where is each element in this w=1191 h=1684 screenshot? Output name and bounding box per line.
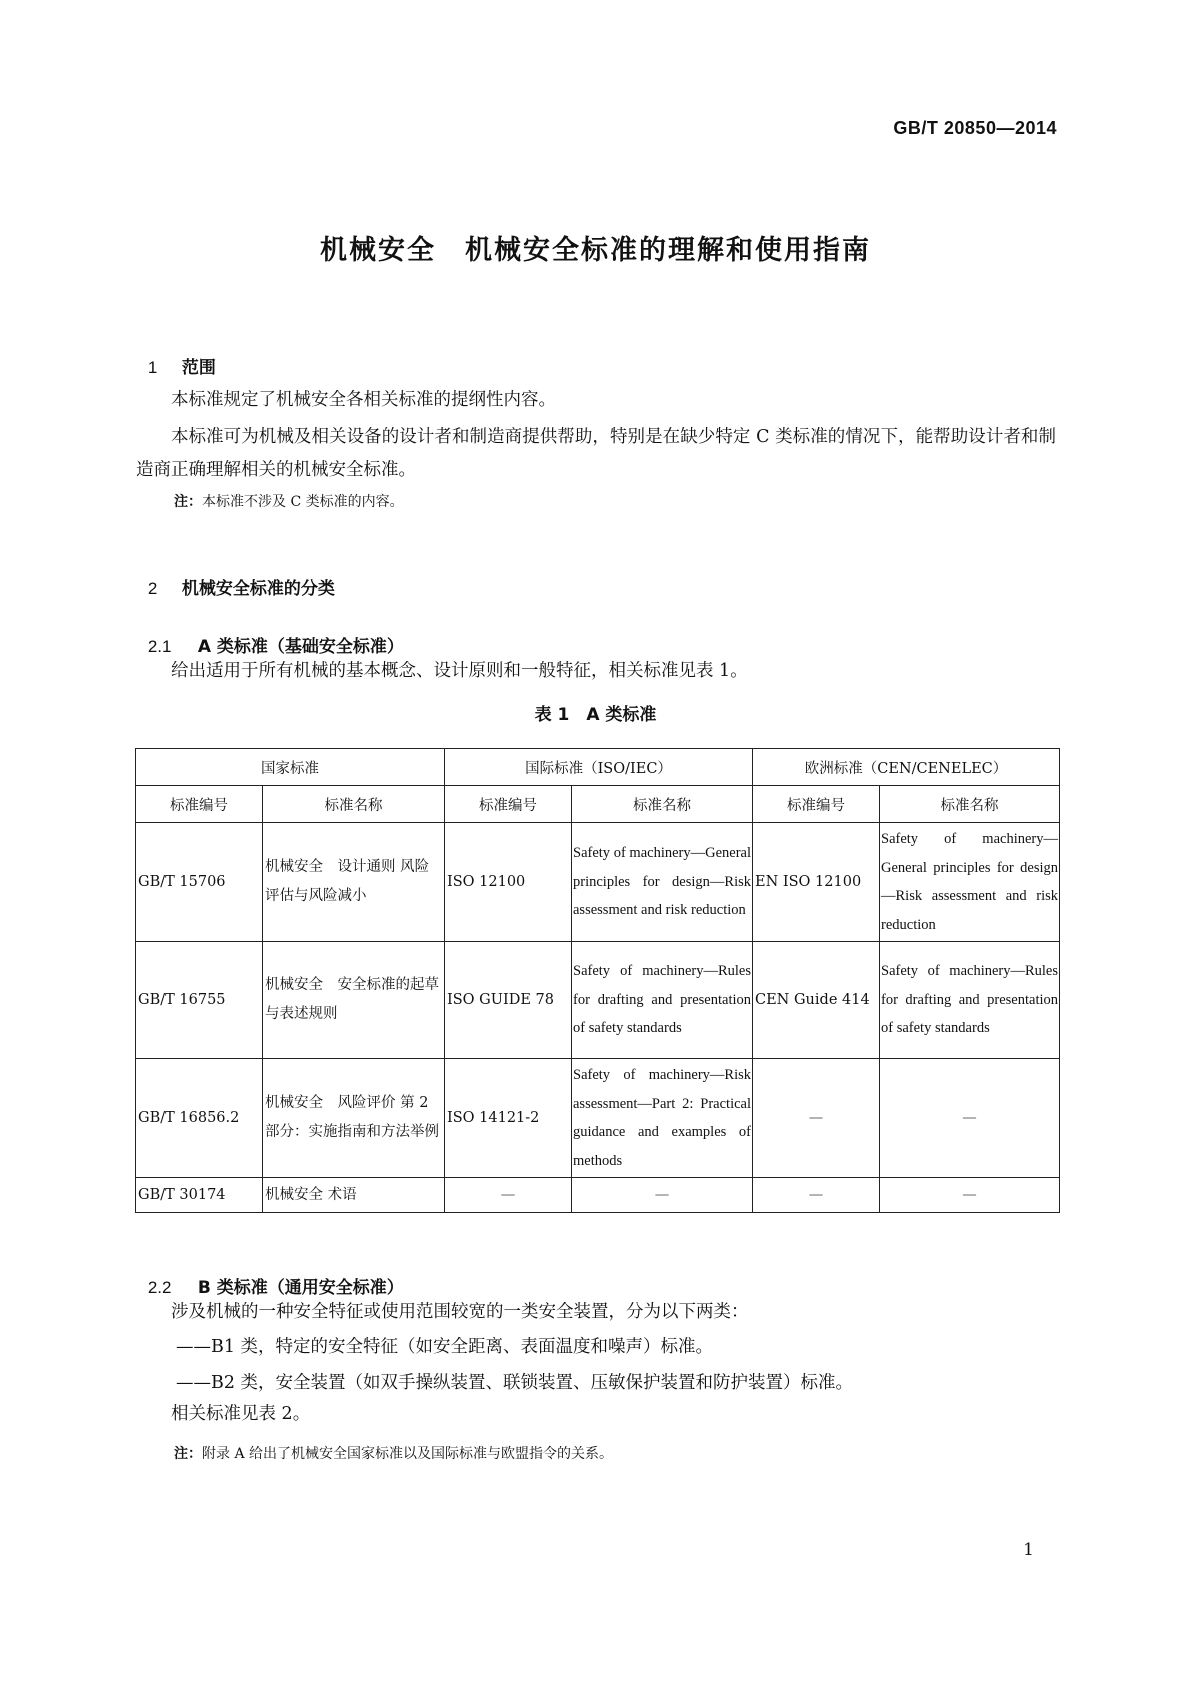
paragraph: 本标准规定了机械安全各相关标准的提纲性内容。 (171, 390, 556, 410)
iso-code: ISO 12100 (445, 823, 572, 942)
table-row (136, 942, 1060, 1059)
iso-name: — (572, 1178, 753, 1213)
iso-code: ISO GUIDE 78 (445, 942, 572, 1059)
group-header-international: 国际标准（ISO/IEC） (445, 749, 753, 786)
iso-name: Safety of machinery—General principles for design—Risk assessment and risk reduction (572, 823, 753, 942)
paragraph: 给出适用于所有机械的基本概念、设计原则和一般特征，相关标准见表 1。 (171, 661, 748, 681)
page-number: 1 (1023, 1540, 1034, 1560)
section-1-heading (136, 333, 216, 378)
table-row (136, 1178, 1060, 1213)
group-header-national: 国家标准 (136, 749, 445, 786)
gb-code: GB/T 30174 (136, 1178, 263, 1213)
section-title: 范围 (181, 358, 216, 378)
column-header: 标准名称 (572, 786, 753, 823)
iso-name: Safety of machinery—Rules for drafting and presentation of safety standards (572, 942, 753, 1059)
note-text: 附录 A 给出了机械安全国家标准以及国际标准与欧盟指令的关系。 (202, 1446, 614, 1462)
en-name: Safety of machinery—General principles for design—Risk assessment and risk reduction (880, 823, 1060, 942)
standard-code: GB/T 20850—2014 (893, 118, 1057, 138)
iso-code: — (445, 1178, 572, 1213)
section-2-heading (136, 554, 335, 599)
gb-name: 机械安全 设计通则 风险评估与风险减小 (263, 823, 445, 942)
note (174, 491, 404, 511)
gb-code: GB/T 15706 (136, 823, 263, 942)
iso-name: Safety of machinery—Risk assessment—Part 2: Practical guidance and examples of methods (572, 1059, 753, 1178)
column-header: 标准名称 (263, 786, 445, 823)
section-2-1-heading (136, 612, 404, 657)
section-number: 2.1 (147, 637, 172, 656)
en-code: CEN Guide 414 (753, 942, 880, 1059)
section-title: A 类标准（基础安全标准） (197, 637, 404, 657)
table-row (136, 1059, 1060, 1178)
note-label: 注： (174, 1446, 202, 1462)
column-header: 标准编号 (136, 786, 263, 823)
note (174, 1443, 613, 1463)
gb-code: GB/T 16856.2 (136, 1059, 263, 1178)
table-row (136, 823, 1060, 942)
document-title: 机械安全 机械安全标准的理解和使用指南 (320, 235, 871, 266)
iso-code: ISO 14121-2 (445, 1059, 572, 1178)
gb-name: 机械安全 风险评价 第 2 部分：实施指南和方法举例 (263, 1059, 445, 1178)
column-header: 标准名称 (880, 786, 1060, 823)
note-label: 注： (174, 494, 202, 510)
en-name: — (880, 1059, 1060, 1178)
section-number: 2 (147, 579, 158, 598)
section-number: 1 (147, 358, 158, 377)
section-2-2-heading (136, 1253, 404, 1298)
table-a-standards (135, 748, 1060, 1213)
gb-name: 机械安全 术语 (263, 1178, 445, 1213)
en-name: Safety of machinery—Rules for drafting and presentation of safety standards (880, 942, 1060, 1059)
table-caption: 表 1 A 类标准 (534, 705, 657, 725)
gb-name: 机械安全 安全标准的起草与表述规则 (263, 942, 445, 1059)
list-item: ——B1 类，特定的安全特征（如安全距离、表面温度和噪声）标准。 (176, 1337, 714, 1357)
en-code: — (753, 1059, 880, 1178)
gb-code: GB/T 16755 (136, 942, 263, 1059)
section-title: 机械安全标准的分类 (181, 579, 335, 599)
en-code: — (753, 1178, 880, 1213)
column-header: 标准编号 (753, 786, 880, 823)
en-name: — (880, 1178, 1060, 1213)
note-text: 本标准不涉及 C 类标准的内容。 (202, 494, 404, 510)
paragraph: 本标准可为机械及相关设备的设计者和制造商提供帮助，特别是在缺少特定 C 类标准的情况下，能帮助设计者和制造商正确理解相关的机械安全标准。 (136, 427, 1056, 480)
en-code: EN ISO 12100 (753, 823, 880, 942)
group-header-european: 欧洲标准（CEN/CENELEC） (753, 749, 1060, 786)
paragraph: 涉及机械的一种安全特征或使用范围较宽的一类安全装置，分为以下两类： (171, 1302, 749, 1322)
section-title: B 类标准（通用安全标准） (197, 1278, 404, 1298)
column-header: 标准编号 (445, 786, 572, 823)
paragraph: 相关标准见表 2。 (171, 1404, 311, 1424)
list-item: ——B2 类，安全装置（如双手操纵装置、联锁装置、压敏保护装置和防护装置）标准。 (176, 1373, 854, 1393)
section-number: 2.2 (147, 1278, 172, 1297)
